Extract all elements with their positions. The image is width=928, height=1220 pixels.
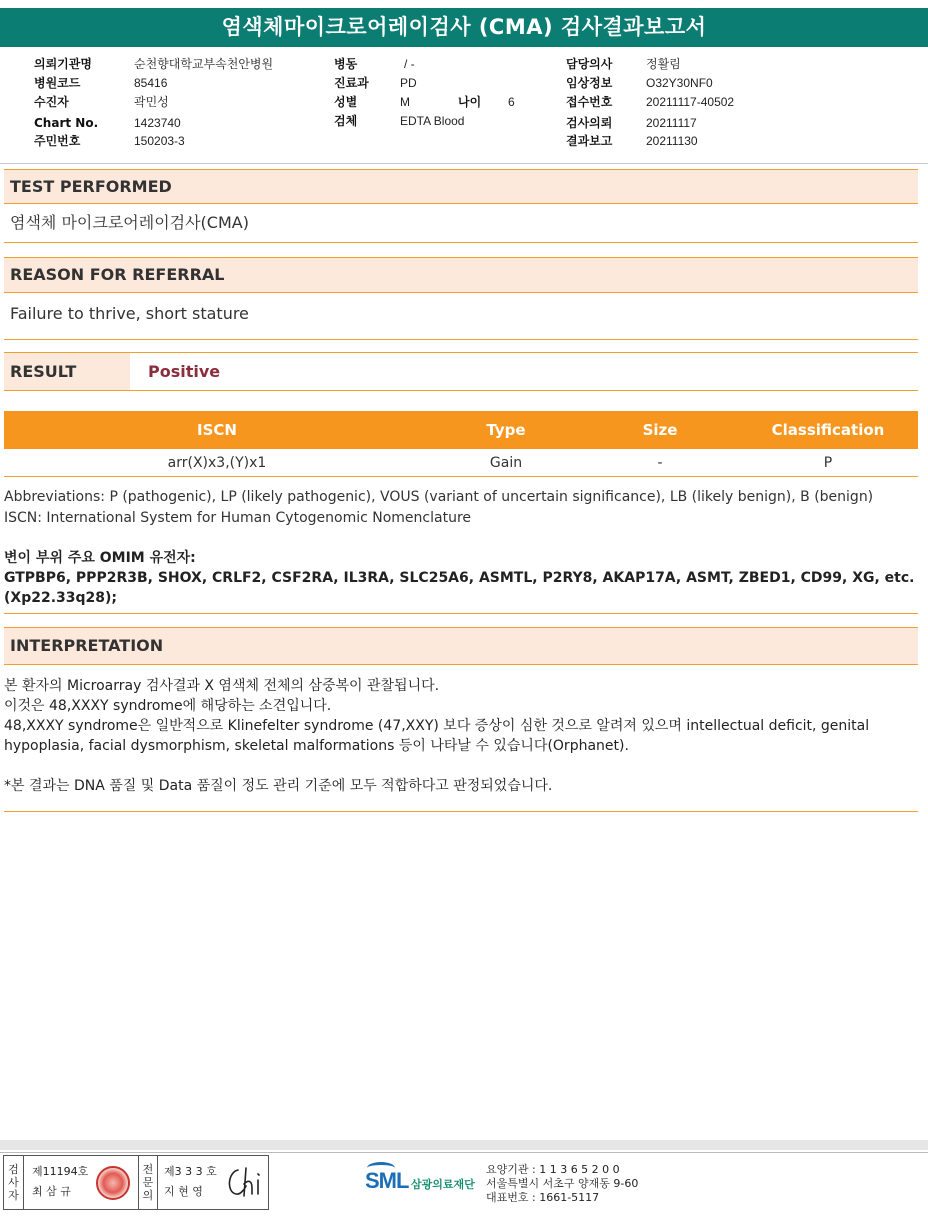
referral-heading: REASON FOR REFERRAL [4, 257, 918, 293]
chart-no-label: Chart No. [34, 116, 99, 130]
interpretation-heading: INTERPRETATION [4, 627, 918, 665]
clinical-label: 임상정보 [566, 76, 613, 90]
age-label: 나이 [458, 95, 482, 109]
examiner-name: 최 삼 규 [32, 1185, 71, 1198]
divider [4, 811, 918, 812]
institution-label: 의뢰기관명 [34, 57, 92, 71]
org-info-line: 요양기관 : 1 1 3 6 5 2 0 0 [486, 1163, 620, 1176]
cell-size: - [657, 454, 663, 471]
sex-value: M [400, 95, 410, 109]
org-info-line: 대표번호 : 1661-5117 [486, 1191, 600, 1204]
result-heading: RESULT [4, 353, 130, 390]
specialist-label [138, 1156, 158, 1209]
report-date-label: 결과보고 [566, 134, 613, 148]
dept-label: 진료과 [334, 76, 369, 90]
institution-value: 순천향대학교부속천안병원 [134, 57, 274, 71]
footer-band [0, 1140, 928, 1150]
examiner-license-no: 제11194호 [32, 1165, 89, 1178]
hospital-code-value: 85416 [134, 76, 168, 90]
footer-divider [0, 1152, 928, 1153]
hospital-code-label: 병원코드 [34, 76, 81, 90]
iscn-note: ISCN: International System for Human Cytogenomic Nomenclature [4, 510, 472, 526]
specimen-value: EDTA Blood [400, 114, 465, 128]
examiner-label-text: 검 사 자 [8, 1163, 19, 1202]
org-info [486, 1163, 638, 1205]
receipt-value: 20211117-40502 [646, 95, 735, 109]
header-size: Size [642, 421, 678, 439]
result-row [4, 352, 918, 391]
request-value: 20211117 [646, 116, 697, 130]
interpretation-line: 본 환자의 Microarray 검사결과 X 염색체 전체의 삼중복이 관찰됩니다. [4, 678, 440, 694]
header-type: Type [486, 421, 526, 439]
chart-no-value: 1423740 [134, 116, 181, 130]
omim-gene-list: GTPBP6, PPP2R3B, SHOX, CRLF2, CSF2RA, IL3RA, SLC25A6, ASMTL, P2RY8, AKAP17A, ASMT, ZBED1, CD99, XG, etc. [4, 570, 915, 586]
omim-title: 변이 부위 주요 OMIM 유전자: [4, 550, 196, 566]
signature-box [3, 1155, 269, 1210]
org-name: 삼광의료재단 [411, 1178, 475, 1191]
request-label: 검사의뢰 [566, 116, 613, 130]
report-date-value: 20211130 [646, 134, 698, 148]
specimen-label: 검체 [334, 114, 358, 128]
specialist-license-no: 제3 3 3 호 [164, 1165, 217, 1178]
doctor-label: 담당의사 [566, 57, 613, 71]
age-value: 6 [508, 95, 515, 109]
patient-value: 곽민성 [134, 95, 169, 109]
sex-label: 성별 [334, 95, 358, 109]
cell-type: Gain [489, 454, 523, 471]
seal-stamp-icon [96, 1166, 130, 1200]
report-title: 염색체마이크로어레이검사 (CMA) 검사결과보고서 [0, 8, 928, 47]
ward-label: 병동 [334, 57, 358, 71]
receipt-label: 접수번호 [566, 95, 613, 109]
interpretation-line [4, 756, 924, 776]
omim-region: (Xp22.33q28); [4, 590, 117, 606]
sml-logo [365, 1162, 479, 1204]
ward-value: / - [404, 57, 415, 71]
header-iscn: ISCN [197, 421, 237, 439]
patient-info-header [0, 52, 928, 164]
cnv-result-table [4, 411, 918, 477]
doctor-value: 정활림 [646, 57, 681, 71]
interpretation-line: 이것은 48,XXXY syndrome에 해당하는 소견입니다. [4, 698, 332, 714]
divider [4, 613, 918, 614]
cell-classification: P [823, 454, 833, 471]
cell-iscn: arr(X)x3,(Y)x1 [167, 454, 267, 471]
omim-genes [4, 548, 924, 608]
specialist-name: 지 현 영 [164, 1185, 203, 1198]
test-performed-heading: TEST PERFORMED [4, 169, 918, 204]
table-header-row [4, 411, 918, 449]
patient-label: 수진자 [34, 95, 69, 109]
qc-note: *본 결과는 DNA 품질 및 Data 품질이 정도 관리 기준에 모두 적합하다고 판정되었습니다. [4, 778, 553, 794]
test-performed-value: 염색체 마이크로어레이검사(CMA) [4, 204, 918, 243]
abbreviations [4, 487, 924, 529]
abbreviation-line: Abbreviations: P (pathogenic), LP (likely pathogenic), VOUS (variant of uncertain significance), LB (likely benign), B (benign) [4, 489, 874, 505]
interpretation-line: 48,XXXY syndrome은 일반적으로 Klinefelter syndrome (47,XXY) 보다 증상이 심한 것으로 알려져 있으며 intellectual deficit, genital hypoplasia, facial dysmorphism, skeletal malformations 등이 나타날 수 있습니다(Orphanet). [4, 718, 874, 754]
resident-no-label: 주민번호 [34, 134, 81, 148]
result-value: Positive [148, 362, 221, 381]
examiner-label [4, 1156, 24, 1209]
header-classification: Classification [771, 421, 885, 439]
interpretation-text [4, 676, 924, 796]
referral-value: Failure to thrive, short stature [4, 293, 918, 340]
handwritten-signature-icon [222, 1162, 266, 1202]
logo-text: SML [365, 1168, 409, 1193]
clinical-value: O32Y30NF0 [646, 76, 713, 90]
org-info-line: 서울특별시 서초구 양재동 9-60 [486, 1177, 639, 1190]
resident-no-value: 150203-3 [134, 134, 185, 148]
specialist-label-text: 전 문 의 [142, 1163, 154, 1202]
dept-value: PD [400, 76, 417, 90]
table-row [4, 449, 918, 477]
